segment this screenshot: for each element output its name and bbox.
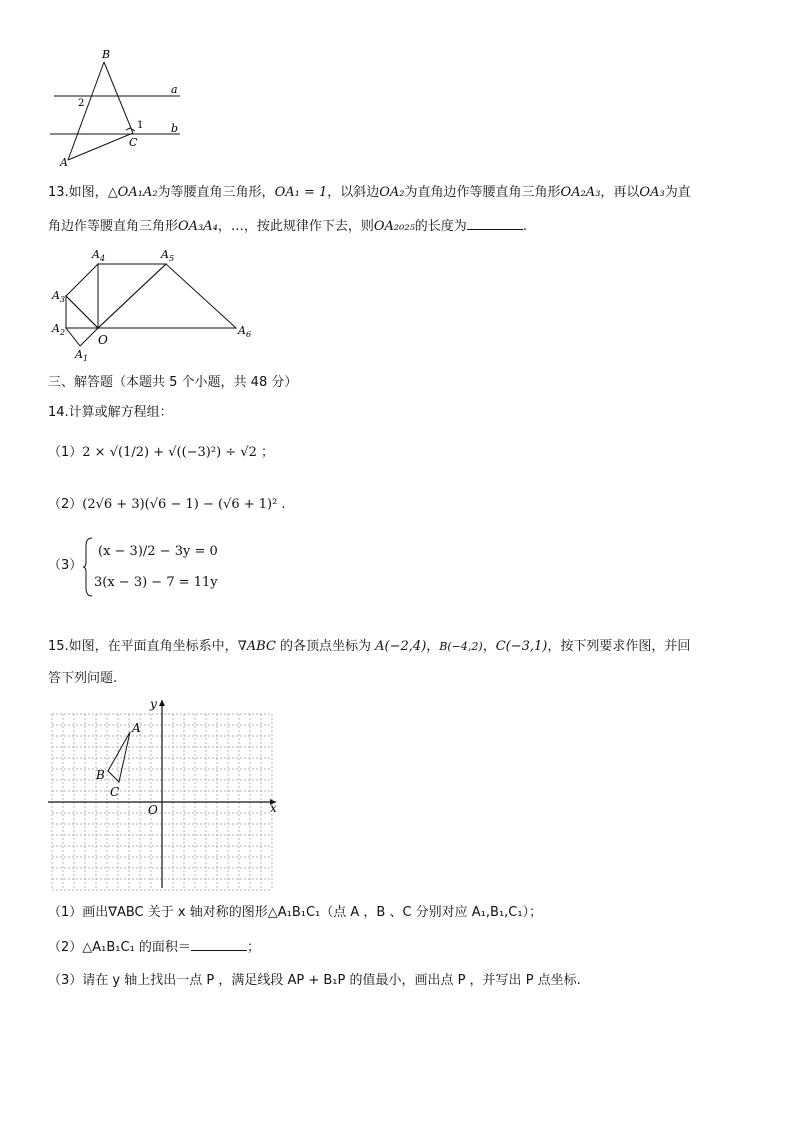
q15-subquestion1: （1）画出∇ABC 关于 x 轴对称的图形△A₁B₁C₁（点 A ，B 、C 分别对应 A₁,B₁,C₁）； [48,905,543,920]
q13-triangle: △OA₁A₂ [107,185,158,200]
q14-part2 [48,496,286,514]
q13-end: . [522,219,527,234]
figure-13-triangles [48,246,258,364]
label-x-axis: x [270,801,277,815]
q13-answer-blank[interactable] [467,217,523,230]
label-a3: $A_3$ [52,289,66,304]
q15-text2: 的各顶点坐标为 [275,639,376,654]
q15-sep2: ， [482,639,496,654]
label-a-vertex: A [60,156,68,169]
coordinate-grid-figure [44,696,284,892]
tri-oa5a6 [98,264,236,328]
segment-ac [68,133,133,160]
question-15-line2: 答下列问题. [48,671,118,686]
label-line-a: a [171,83,178,96]
q13-equation: OA₁ = 1 [274,185,328,200]
question-13-line2 [48,217,527,236]
q13-tri3: OA₃A₄ [178,219,218,234]
q14-part1-label: （1） [48,445,83,460]
label-y-axis: y [150,697,157,711]
y-axis-arrow [159,700,165,706]
label-a1: $A_1$ [75,348,89,363]
q15-point-c: C(−3,1) [495,639,548,654]
tri-oa3a4 [66,264,98,328]
q13-text4: ，再以 [600,185,640,200]
label-c-vertex: C [129,136,138,149]
label-angle-1: 1 [137,120,144,131]
q13-text1: 为等腰直角三角形， [157,185,275,200]
label-a4: $A_4$ [92,248,106,263]
q15-subquestion2 [48,938,260,957]
q15-text1: 15.如图，在平面直角坐标系中， [48,639,238,654]
q15-sub2-end: ； [246,940,260,955]
q13-text8: 的长度为 [414,219,467,234]
q14-part3-equation1: (x − 3)/2 − 3y = 0 [98,544,218,559]
label-a6: $A_6$ [238,324,252,339]
segment-bc [104,62,133,133]
q14-part1 [48,444,274,462]
q14-part1-expression: 2 × √(1/2) + √((−3)²) ÷ √2 ； [82,445,275,460]
q13-text7: ，…，按此规律作下去，则 [217,219,374,234]
system-brace [82,536,94,598]
tri-oa1a2 [66,328,98,346]
q14-part2-label: （2） [48,497,83,512]
label-origin: O [148,803,158,817]
label-angle-2: 2 [78,98,85,109]
section-3-heading: 三、解答题（本题共 5 个小题，共 48 分） [48,375,298,390]
q15-point-b: B(−4,2) [439,640,483,653]
q13-number: 13.如图， [48,185,108,200]
right-angle-mark [126,128,135,131]
label-a5: $A_5$ [161,248,175,263]
q15-triangle: ∇ABC [237,639,276,654]
q14-part3-label: （3） [48,558,83,573]
q13-text5: 为直 [664,185,691,200]
q15-subquestion3: （3）请在 y 轴上找出一点 P ，满足线段 AP + B₁P 的值最小，画出点 P ，并写出 P 点坐标. [48,973,581,988]
label-a2: $A_2$ [52,322,66,337]
q15-sub2-text: （2）△A₁B₁C₁ 的面积＝ [48,940,191,955]
label-line-b: b [171,122,179,135]
q13-tri2: OA₂A₃ [560,185,601,200]
q14-part3-equation2: 3(x − 3) − 7 = 11y [94,575,218,590]
label-o: O [98,333,108,347]
triangle-abc [108,732,130,782]
label-point-a: A [132,721,141,735]
q13-seg2025: OA₂₀₂₅ [373,219,415,234]
label-point-b: B [96,768,105,782]
q13-text2: ，以斜边 [327,185,380,200]
q13-seg3: OA₃ [639,185,665,200]
q13-text6: 角边作等腰直角三角形 [48,219,179,234]
label-point-c: C [110,785,120,799]
q15-point-a: A(−2,4) [375,639,427,654]
q15-sep1: ， [426,639,440,654]
q15-text3: ，按下列要求作图，并回 [547,639,691,654]
q13-text3: 为直角边作等腰直角三角形 [404,185,561,200]
label-b-vertex: B [102,48,111,61]
q13-seg2: OA₂ [379,185,405,200]
parallel-lines-figure [40,44,200,174]
question-15-line1 [48,638,690,656]
q14-part2-expression: (2√6 + 3)(√6 − 1) − (√6 + 1)² . [82,497,286,512]
question-13-line1 [48,184,691,202]
question-14-title: 14.计算或解方程组： [48,405,173,420]
segment-ab [68,62,104,160]
q15-area-answer-blank[interactable] [191,938,247,951]
